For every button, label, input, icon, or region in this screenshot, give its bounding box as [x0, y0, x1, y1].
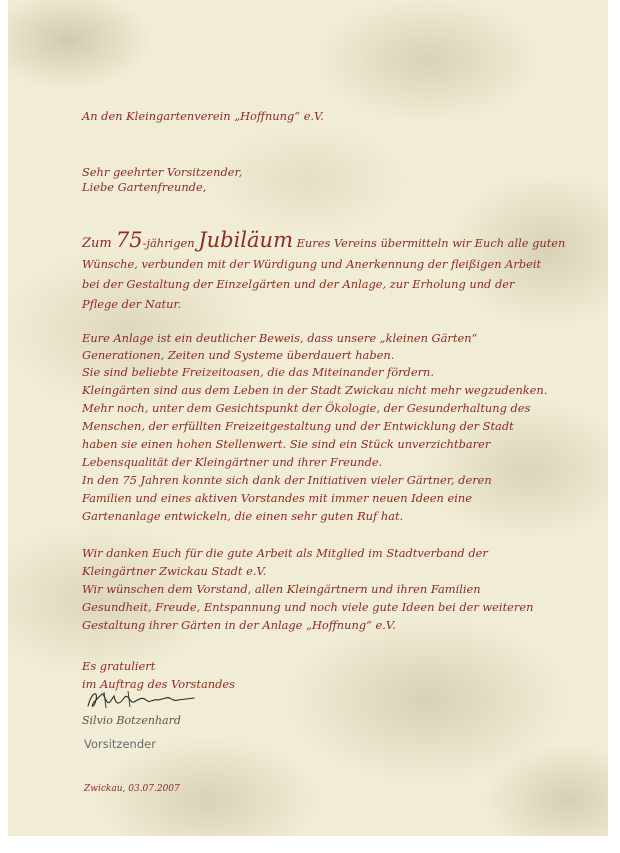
signer-name: Silvio Botzenhard [82, 714, 181, 727]
paragraph-3-line: Kleingärtner Zwickau Stadt e.V. [82, 564, 267, 578]
signer-role: Vorsitzender [84, 737, 156, 751]
opening-zum: Zum [82, 236, 116, 251]
paragraph-3-line: Wir wünschen dem Vorstand, allen Kleingärtnern und ihren Familien [82, 582, 481, 596]
salutation-line-2: Liebe Gartenfreunde, [82, 180, 207, 194]
closing-line-2: im Auftrag des Vorstandes [82, 677, 235, 691]
handwritten-signature [84, 688, 234, 712]
paragraph-2-line: Familien und eines aktiven Vorstandes mit immer neuen Ideen eine [82, 491, 472, 505]
salutation-line-1: Sehr geehrter Vorsitzender, [82, 165, 243, 179]
paragraph-3-line: Wir danken Euch für die gute Arbeit als Mitglied im Stadtverband der [82, 546, 488, 560]
paragraph-3-line: Gesundheit, Freude, Entspannung und noch viele gute Ideen bei der weiteren [82, 600, 534, 614]
paragraph-1-line: bei der Gestaltung der Einzelgärten und der Anlage, zur Erholung und der [82, 277, 515, 291]
paragraph-2-line: Eure Anlage ist ein deutlicher Beweis, dass unsere „kleinen Gärten“ [82, 331, 478, 345]
paragraph-2-line: Mehr noch, unter dem Gesichtspunkt der Ökologie, der Gesunderhaltung des [82, 401, 531, 415]
opening-number: 75 [115, 228, 143, 252]
paragraph-1-line: Wünsche, verbunden mit der Würdigung und Anerkennung der fleißigen Arbeit [82, 257, 542, 271]
opening-jubilaeum: Jubiläum [198, 228, 293, 252]
paragraph-2-line: Kleingärten sind aus dem Leben in der Stadt Zwickau nicht mehr wegzudenken. [82, 383, 548, 397]
paragraph-2-line: Sie sind beliebte Freizeitoasen, die das Miteinander fördern. [82, 365, 434, 379]
paragraph-2-line: Generationen, Zeiten und Systeme überdauert haben. [82, 348, 395, 362]
paragraph-3-line: Gestaltung ihrer Gärten in der Anlage „Hoffnung“ e.V. [82, 618, 396, 632]
paragraph-1-line: Pflege der Natur. [82, 297, 182, 311]
paragraph-2-line: haben sie einen hohen Stellenwert. Sie sind ein Stück unverzichtbarer [82, 437, 491, 451]
paragraph-2-line: Lebensqualität der Kleingärtner und ihrer Freunde. [82, 455, 383, 469]
opening-line [82, 230, 565, 251]
closing-line-1: Es gratuliert [82, 659, 156, 673]
paragraph-2-line: Menschen, der erfüllten Freizeitgestaltung und der Entwicklung der Stadt [82, 419, 514, 433]
paragraph-2-line: Gartenanlage entwickeln, die einen sehr guten Ruf hat. [82, 509, 404, 523]
opening-rest: Eures Vereins übermitteln wir Euch alle guten [292, 236, 566, 250]
place-date: Zwickau, 03.07.2007 [84, 784, 180, 794]
paragraph-2-line: In den 75 Jahren konnte sich dank der Initiativen vieler Gärtner, deren [82, 473, 492, 487]
opening-mid: -jährigen [142, 236, 199, 250]
recipient-line: An den Kleingartenverein „Hoffnung“ e.V. [82, 109, 324, 123]
